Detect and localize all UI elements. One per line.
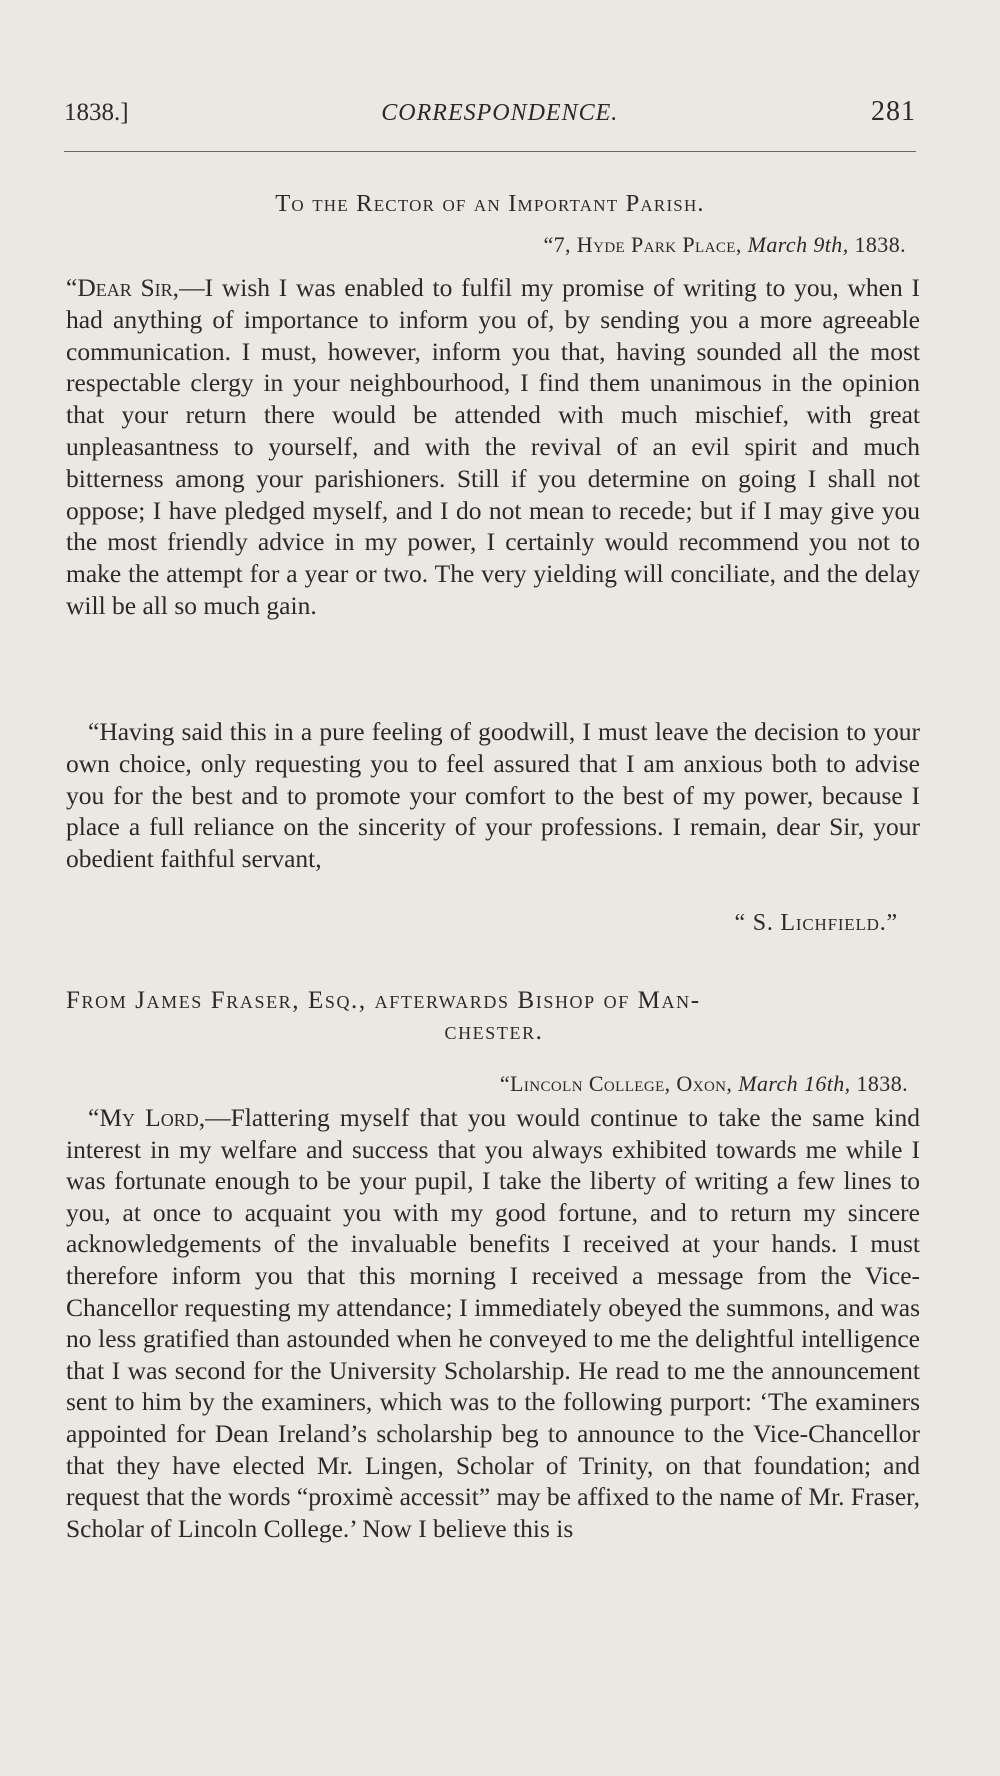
letter2-heading (66, 985, 922, 1047)
letter2-salutation: “My Lord, (88, 1103, 206, 1132)
letter2-dateline-place: “Lincoln College, Oxon, (499, 1071, 733, 1096)
letter2-heading-line2: chester. (444, 1018, 544, 1045)
letter1-dateline-year: 1838. (854, 232, 906, 257)
letter2-dateline (500, 1071, 908, 1097)
header-year: 1838.] (64, 99, 129, 126)
letter2-paragraph-1-text: —Flattering myself that you would continue to take the same kind interest in my welfare and success that you always exhibited towards me while I was fortunate enough to be your pupil, I take the liberty of writing a few lines to you, at once to acquaint you with my good fortune, and to return my sincere acknowledgements of the invaluable benefits I received at your hands. I must therefore inform you that this morning I received a message from the Vice-Chancellor requesting my attendance; I immediately obeyed the summons, and was no less gratified than astounded when he conveyed to me the delightful intelligence that I was second for the University Scholarship. He read to me the announcement sent to him by the examiners, which was to the following purport: ‘The examiners appointed for Dean Ireland’s scholarship beg to announce to the Vice-Chancellor that they have elected Mr. Lingen, Scholar of Trinity, on that foundation; and request that the words “proximè accessit” may be affixed to the name of Mr. Fraser, Scholar of Lincoln College.’ Now I believe this is (66, 1103, 920, 1543)
letter1-paragraph-2: “Having said this in a pure feeling of goodwill, I must leave the decision to your own choice, only requesting you to feel assured that I am anxious both to advise you for the best and to promote your comfort to the best of my power, because I place a full reliance on the sincerity of your professions. I remain, dear Sir, your obedient faithful servant, (66, 717, 920, 874)
letter1-heading: To the Rector of an Important Parish. (275, 190, 705, 217)
letter1-salutation: “Dear Sir, (66, 273, 180, 302)
letter1-dateline-date: March 9th, (747, 232, 849, 257)
letter2-paragraph-1 (66, 1102, 920, 1544)
header-rule (64, 151, 916, 152)
letter1-dateline (543, 232, 906, 258)
letter1-signature: “ S. Lichfield.” (734, 910, 898, 936)
letter2-heading-line1: From James Fraser, Esq., afterwards Bishop of Man- (66, 987, 701, 1014)
letter2-dateline-date: March 16th, (738, 1071, 851, 1096)
letter1-paragraph-1 (66, 272, 920, 622)
letter1-dateline-place: “7, Hyde Park Place, (543, 232, 742, 257)
letter2-dateline-year: 1838. (856, 1071, 908, 1096)
running-header (64, 96, 916, 128)
page-number: 281 (870, 96, 916, 127)
letter1-paragraph-1-text: —I wish I was enabled to fulfil my promise of writing to you, when I had anything of importance to inform you of, by sending you a more agreeable communication. I must, however, inform you that, having sounded all the most respectable clergy in your neighbourhood, I find them unanimous in the opinion that your return there would be attended with much mischief, with great unpleasantness to yourself, and with the revival of an evil spirit and much bitterness among your parishioners. Still if you determine on going I shall not oppose; I have pledged myself, and I do not mean to recede; but if I may give you the most friendly advice in my power, I certainly would recommend you not to make the attempt for a year or two. The very yielding will conciliate, and the delay will be all so much gain. (66, 273, 920, 620)
header-section-title: CORRESPONDENCE. (381, 100, 619, 126)
